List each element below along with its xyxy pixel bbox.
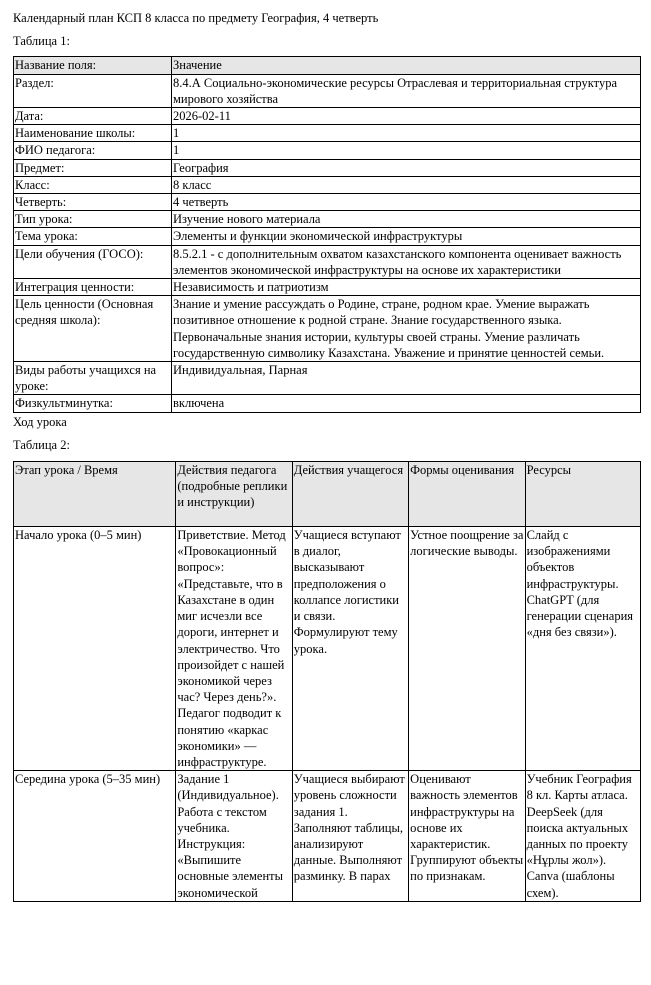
column-header: Действия учащегося xyxy=(292,462,408,527)
column-header: Действия педагога (подробные реплики и инструкции) xyxy=(176,462,292,527)
document-title: Календарный план КСП 8 класса по предмету География, 4 четверть xyxy=(13,11,379,25)
column-header: Ресурсы xyxy=(525,462,640,527)
table-row xyxy=(14,108,641,125)
field-name-cell: ФИО педагога: xyxy=(14,142,172,159)
table-row xyxy=(14,527,641,771)
table-row xyxy=(14,194,641,211)
field-name-cell: Четверть: xyxy=(14,194,172,211)
table-header-row xyxy=(14,57,641,74)
field-value-cell: Элементы и функции экономической инфраструктуры xyxy=(172,228,641,245)
table-row xyxy=(14,159,641,176)
assessment-cell: Устное поощрение за логические выводы. xyxy=(409,527,525,771)
table-row xyxy=(14,296,641,362)
field-name-cell: Физкультминутка: xyxy=(14,395,172,412)
table-row xyxy=(14,362,641,395)
field-value-cell: 2026-02-11 xyxy=(172,108,641,125)
table-row xyxy=(14,211,641,228)
resources-cell: Слайд с изображениями объектов инфраструктуры. ChatGPT (для генерации сценария «дня без связи»). xyxy=(525,527,640,771)
teacher-actions-cell: Задание 1 (Индивидуальное). Работа с текстом учебника. Инструкция: «Выпишите основные элементы экономической xyxy=(176,771,292,902)
table-row xyxy=(14,771,641,902)
field-value-cell: Независимость и патриотизм xyxy=(172,279,641,296)
student-actions-cell: Учащиеся вступают в диалог, высказывают предположения о коллапсе логистики и связи. Формулируют тему урока. xyxy=(292,527,408,771)
stage-cell: Начало урока (0–5 мин) xyxy=(14,527,176,771)
field-name-cell: Цель ценности (Основная средняя школа): xyxy=(14,296,172,362)
table-row xyxy=(14,125,641,142)
field-value-cell: Индивидуальная, Парная xyxy=(172,362,641,395)
field-name-cell: Тема урока: xyxy=(14,228,172,245)
field-value-cell: Изучение нового материала xyxy=(172,211,641,228)
field-value-cell: 8.5.2.1 - с дополнительным охватом казахстанского компонента оценивает важность элементов экономической инфраструктуры на основе их характеристики xyxy=(172,245,641,278)
field-value-cell: 8.4.А Социально-экономические ресурсы Отраслевая и территориальная структура мирового хозяйства xyxy=(172,74,641,107)
field-value-cell: 1 xyxy=(172,142,641,159)
field-value-cell: включена xyxy=(172,395,641,412)
table-row xyxy=(14,395,641,412)
field-value-cell: Значение xyxy=(172,57,641,74)
table-row xyxy=(14,142,641,159)
lesson-info-table xyxy=(13,56,641,412)
lesson-flow-label: Ход урока xyxy=(13,414,67,429)
table-row xyxy=(14,74,641,107)
teacher-actions-cell: Приветствие. Метод «Провокационный вопрос»: «Представьте, что в Казахстане в один миг исчезли все дороги, интернет и электричество. Что произойдет с нашей экономикой через час? Через день?». Педагог подводит к понятию «каркас экономики» — инфраструктуре. xyxy=(176,527,292,771)
field-name-cell: Виды работы учащихся на уроке: xyxy=(14,362,172,395)
field-value-cell: География xyxy=(172,159,641,176)
assessment-cell: Оценивают важность элементов инфраструктуры на основе их характеристик. Группируют объекты по признакам. xyxy=(409,771,525,902)
table-row xyxy=(14,245,641,278)
field-name-cell: Интеграция ценности: xyxy=(14,279,172,296)
field-name-cell: Дата: xyxy=(14,108,172,125)
table-row xyxy=(14,176,641,193)
field-name-cell: Предмет: xyxy=(14,159,172,176)
field-name-cell: Название поля: xyxy=(14,57,172,74)
field-value-cell: Знание и умение рассуждать о Родине, стране, родном крае. Умение выражать позитивное отношение к родной стране. Знание государственного языка. Первоначальные знания истории, культуры своей страны. Умение различать государственную символику Казахстана. Уважение и принятие ценностей семьи. xyxy=(172,296,641,362)
table2-label: Таблица 2: xyxy=(13,437,70,452)
field-name-cell: Цели обучения (ГОСО): xyxy=(14,245,172,278)
field-name-cell: Раздел: xyxy=(14,74,172,107)
table-row xyxy=(14,279,641,296)
field-value-cell: 8 класс xyxy=(172,176,641,193)
stage-cell: Середина урока (5–35 мин) xyxy=(14,771,176,902)
student-actions-cell: Учащиеся выбирают уровень сложности задания 1. Заполняют таблицы, анализируют данные. Выполняют разминку. В парах xyxy=(292,771,408,902)
field-name-cell: Тип урока: xyxy=(14,211,172,228)
field-value-cell: 4 четверть xyxy=(172,194,641,211)
table-header-row xyxy=(14,462,641,527)
column-header: Этап урока / Время xyxy=(14,462,176,527)
resources-cell: Учебник География 8 кл. Карты атласа. DeepSeek (для поиска актуальных данных по проекту «Нұрлы жол»). Canva (шаблоны схем). xyxy=(525,771,640,902)
field-name-cell: Наименование школы: xyxy=(14,125,172,142)
field-name-cell: Класс: xyxy=(14,176,172,193)
column-header: Формы оценивания xyxy=(409,462,525,527)
table1-label: Таблица 1: xyxy=(13,34,70,49)
lesson-plan-table xyxy=(13,461,641,902)
field-value-cell: 1 xyxy=(172,125,641,142)
table-row xyxy=(14,228,641,245)
